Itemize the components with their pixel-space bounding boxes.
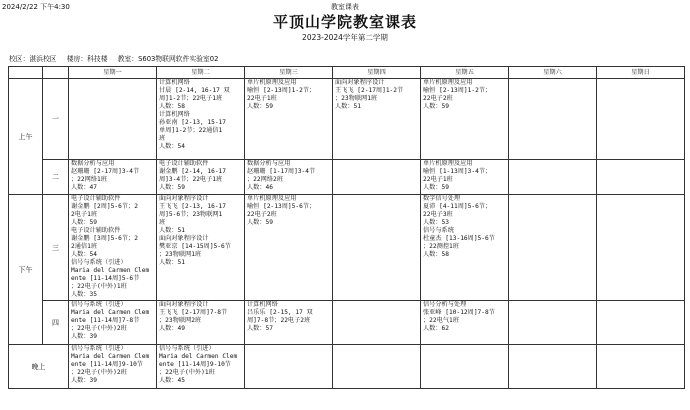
course-cell [333,195,421,301]
course-line: ；22网络1班 [71,176,107,183]
course-line: 单周]1-2节；22通信1 [159,127,223,134]
course-entry [423,301,506,333]
session-label: 下午 [9,195,43,345]
course-cell [333,345,421,389]
course-cell [597,345,685,389]
session-label: 晚上 [9,345,69,389]
course-line: 喻恒 [2-13周]1-2节； [247,87,316,94]
course-line: 人数：59 [247,219,274,226]
course-line: ；23物联网2班 [159,317,202,324]
course-line: 赵珊珊 [2-17周]3-4节 [71,168,140,175]
course-line: ente [11-14周]7-8节 [71,317,140,324]
course-line: 人数：62 [423,325,450,332]
course-line: 面向对象程序设计 [159,301,209,308]
course-line: ；23物联网1班 [159,251,202,258]
course-line: 张亚峰 [10-12周]7-8节 [423,309,495,316]
course-entry [159,111,242,151]
course-line: 人数：59 [423,184,450,191]
course-line: 人数：51 [335,103,362,110]
course-line: 王飞飞 [2-17周]1-2节 [335,87,404,94]
course-line: 电子设计辅助软件 [159,160,209,167]
corner-cell [9,67,43,79]
course-line: Maria del Carmen Clem [71,267,150,274]
course-cell [245,160,333,195]
course-line: 面向对象程序设计 [159,195,209,202]
course-line: 数据分析与应用 [71,160,115,167]
course-line: 面向对象程序设计 [159,235,209,242]
course-line: 信号分析与处理 [423,301,467,308]
course-entry [159,79,242,111]
session-label: 上午 [9,79,43,195]
room-label: 教室：S603物联网软件实验室02 [117,55,219,63]
course-cell [421,345,509,389]
course-line: 谢金鹏 [3周]5-6节；2 [71,235,138,242]
course-entry [71,195,154,227]
course-line: 信号与系统 [423,227,454,234]
course-line: 人数：54 [159,143,186,150]
course-cell [245,79,333,160]
course-line: 王飞飞 [2-13, 16-17 [159,203,226,210]
course-line: ；22电子(中外)1班 [159,369,215,376]
course-line: 人数：45 [159,377,186,384]
course-entry [159,235,242,267]
course-line: 信号与系统（引进） [71,259,127,266]
course-line: 2通信1班 [71,243,98,250]
course-line: 喻恒 [2-13周]1-2节； [423,87,492,94]
course-line: ente [11-14周]5-6节 [71,275,140,282]
course-line: 人数：35 [71,291,98,298]
course-line: 计算机网络 [247,301,278,308]
weekday-header: 星期五 [421,67,509,79]
course-line: 喻恒 [2-13周]5-6节； [247,203,316,210]
course-entry [159,160,242,192]
course-line: 信号与系统（引进） [159,345,215,352]
weekday-header-row [9,67,685,79]
course-cell [245,301,333,345]
course-line: 22电子1班 [247,95,277,102]
course-entry [423,227,506,259]
corner-cell [43,67,69,79]
page-title: 平顶山学院教室课表 [272,13,417,31]
course-cell [69,160,157,195]
course-line: 夏沛 [4-11周]5-6节； [423,203,492,210]
course-line: 面向对象程序设计 [335,79,385,86]
weekday-header: 星期三 [245,67,333,79]
course-line: 樊亚京 [14-15周]5-6节 [159,243,231,250]
course-entry [247,79,330,111]
course-line: 单片机原理及应用 [423,160,473,167]
weekday-header: 星期一 [69,67,157,79]
course-line: 人数：59 [159,184,186,191]
course-cell [421,160,509,195]
course-cell [333,79,421,160]
course-entry [71,259,154,299]
period-label: 四 [43,301,69,345]
course-line: 人数：58 [423,251,450,258]
course-entry [71,227,154,259]
course-line: 22电子3班 [423,211,453,218]
course-entry [423,195,506,227]
course-entry [159,195,242,235]
course-line: 人数：54 [71,251,98,258]
course-cell [245,195,333,301]
course-line: 周]3-4节；22电子1班 [159,176,223,183]
course-line: 单片机原理及应用 [423,79,473,86]
course-line: 数字信号处理 [423,195,461,202]
course-entry [247,160,330,192]
course-entry [71,301,154,341]
weekday-header: 星期六 [509,67,597,79]
course-line: 计算机网络 [159,111,190,118]
course-line: 22电子2班 [423,95,453,102]
course-cell [421,301,509,345]
course-line: 单片机原理及应用 [247,195,297,202]
timetable [8,66,685,389]
course-line: 人数：51 [159,227,186,234]
weekday-header: 星期日 [597,67,685,79]
course-line: 计算机网络 [159,79,190,86]
period-label: 二 [43,160,69,195]
course-line: ；22电子(中外)2班 [71,369,127,376]
course-line: 人数：39 [71,333,98,340]
course-line: 谢金鹏 [2-14, 16-17 [159,168,226,175]
course-entry [159,345,242,385]
course-line: 班 [159,219,166,226]
course-line: 班 [159,135,166,142]
course-line: 人数：59 [71,219,98,226]
course-entry [335,79,418,111]
course-line: 甘晨 [2-14, 16-17 双 [159,87,230,94]
table-row [9,301,685,345]
course-line: ente [11-14周]9-10节 [71,361,143,368]
course-line: 人数：39 [71,377,98,384]
course-cell [69,345,157,389]
course-line: 人数：53 [423,219,450,226]
course-line: 电子设计辅助软件 [71,195,121,202]
course-line: 信号与系统（引进） [71,301,127,308]
course-line: 数据分析与应用 [247,160,291,167]
course-cell [421,195,509,301]
course-cell [597,160,685,195]
period-label: 一 [43,79,69,160]
course-line: ；22测控1班 [423,243,459,250]
course-line: 人数：59 [423,103,450,110]
course-cell [597,79,685,160]
course-cell [509,79,597,160]
course-line: Maria del Carmen Clem [71,309,150,316]
course-line: 王飞飞 [2-17周]7-8节 [159,309,228,316]
course-line: 人数：46 [247,184,274,191]
period-label: 三 [43,195,69,301]
course-line: 人数：49 [159,325,186,332]
course-entry [71,160,154,192]
course-cell [157,195,245,301]
course-cell [69,195,157,301]
course-line: 人数：47 [71,184,98,191]
document-label: 教室课表 [331,3,359,11]
course-line: Maria del Carmen Clem [159,353,238,360]
course-cell [69,301,157,345]
course-cell [509,195,597,301]
course-line: 孙亚南 [2-13, 15-17 [159,119,226,126]
weekday-header: 星期二 [157,67,245,79]
course-entry [71,345,154,385]
weekday-header: 星期四 [333,67,421,79]
course-cell [157,79,245,160]
course-line: ente [11-14周]9-10节 [159,361,231,368]
course-entry [247,301,330,333]
course-cell [69,79,157,160]
course-line: 2电子1班 [71,211,98,218]
course-cell [509,160,597,195]
course-line: 赵珊珊 [1-17周]3-4节 [247,168,316,175]
course-line: ；22电子(中外)2班 [71,325,127,332]
course-cell [509,345,597,389]
course-cell [157,160,245,195]
course-entry [247,195,330,227]
course-line: 周]1-2节；22电子1班 [159,95,223,102]
table-row [9,79,685,160]
course-line: ；22网络2班 [247,176,283,183]
course-cell [157,345,245,389]
course-line: 谢金鹏 [2周]5-6节；2 [71,203,138,210]
course-cell [245,345,333,389]
table-row [9,160,685,195]
course-line: 信号与系统（引进） [71,345,127,352]
building-label: 楼房：科技楼 [66,55,108,63]
course-line: 喻恒 [1-13周]3-4节； [423,168,492,175]
course-line: ；22电子(中外)1班 [71,283,127,290]
course-line: 22电子1班 [423,176,453,183]
course-line: ；22电气1班 [423,317,459,324]
table-row [9,345,685,389]
room-meta [9,53,226,63]
course-line: 人数：59 [247,103,274,110]
course-line: Maria del Carmen Clem [71,353,150,360]
course-line: 周]7-8节；22电子2班 [247,317,311,324]
course-line: ；23物联网1班 [335,95,378,102]
course-cell [157,301,245,345]
course-entry [423,160,506,192]
course-line: 吕乐乐 [2-15, 17 双 [247,309,313,316]
print-datetime: 2024/2/22 下午4:30 [2,3,70,11]
course-line: 杜童杰 [13-16周]5-6节 [423,235,495,242]
course-cell [421,79,509,160]
course-line: 单片机原理及应用 [247,79,297,86]
page-subtitle: 2023-2024学年第二学期 [302,33,388,42]
course-line: 周]5-6节；23物联网1 [159,211,223,218]
course-cell [333,160,421,195]
course-cell [597,301,685,345]
course-line: 人数：58 [159,103,186,110]
course-line: 人数：51 [159,259,186,266]
course-cell [509,301,597,345]
course-cell [333,301,421,345]
campus-label: 校区：湛浜校区 [9,55,57,63]
table-row [9,195,685,301]
course-line: 22电子2班 [247,211,277,218]
course-line: 人数：57 [247,325,274,332]
course-line: 电子设计辅助软件 [71,227,121,234]
course-entry [423,79,506,111]
course-entry [159,301,242,333]
course-cell [597,195,685,301]
